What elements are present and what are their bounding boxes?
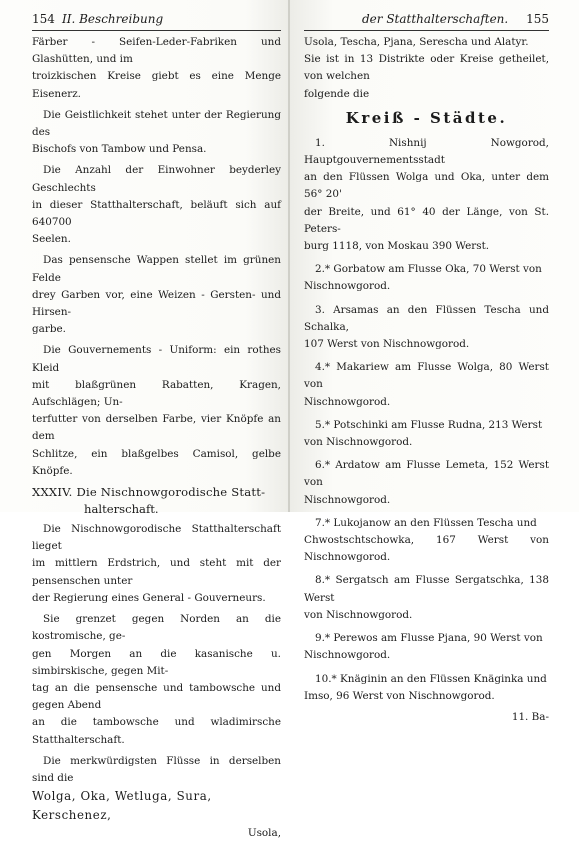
- catchword-left: Usola,: [247, 827, 281, 840]
- text-line: Die merkwürdigsten Flüsse in derselben sind die: [32, 754, 281, 784]
- text-line: an die tambowsche und wladimirsche Statthalterschaft.: [32, 716, 281, 746]
- right-header-rule: [304, 30, 549, 31]
- text-line: Färber - Seifen-Leder-Fabriken und Glashütten, und im: [32, 36, 281, 66]
- text-line: im mittlern Erdstrich, und steht mit der pensenschen unter: [32, 557, 281, 587]
- text-line: drey Garben vor, eine Weizen - Gersten- und Hirsen-: [32, 288, 281, 319]
- left-running-title: II. Beschreibung: [62, 12, 164, 26]
- right-page-number: 155: [526, 12, 549, 26]
- district-entry: [304, 572, 549, 624]
- text-line: Bischofs von Tambow und Pensa.: [32, 143, 207, 156]
- text-line: garbe.: [32, 323, 66, 336]
- text-line: Sie grenzet gegen Norden an die kostromische, ge-: [32, 613, 281, 643]
- text-line: 3. Arsamas an den Flüssen Tescha und Schalka,: [304, 303, 549, 333]
- text-line: 5.* Potschinki am Flusse Rudna, 213 Werst: [315, 418, 543, 431]
- right-running-title: der Statthalterschaften.: [362, 12, 509, 26]
- text-line: 1. Nishnij Nowgorod, Hauptgouvernementsstadt: [304, 136, 549, 167]
- district-entry: [304, 302, 549, 354]
- text-line: Nischnowgorod.: [304, 493, 391, 506]
- text-line: Nischnowgorod.: [304, 280, 391, 293]
- right-header: [304, 10, 549, 30]
- text-line: von Nischnowgorod.: [304, 608, 413, 621]
- section-heading: [32, 484, 281, 518]
- section-title-line: halterschaft.: [84, 502, 159, 517]
- text-line: 8.* Sergatsch am Flusse Sergatschka, 138 Werst: [304, 574, 549, 604]
- left-header-rule: [32, 30, 281, 31]
- text-line: Usola, Tescha, Pjana, Serescha und Alatyr.: [304, 36, 529, 48]
- text-line: terfutter von derselben Farbe, vier Knöpfe an dem: [32, 413, 281, 443]
- district-entry: [304, 457, 549, 509]
- text-line: 10.* Knäginin an den Flüssen Knäginka und: [315, 672, 547, 685]
- text-line: der Breite, und 61° 40 der Länge, von St. Peters-: [304, 205, 549, 235]
- text-line: der Regierung eines General - Gouverneurs.: [32, 591, 266, 604]
- text-line: Schlitze, ein blaßgelbes Camisol, gelbe Knöpfe.: [32, 447, 281, 477]
- text-line: Chwostschtschowka, 167 Werst von Nischnowgorod.: [304, 534, 549, 564]
- text-line: an den Flüssen Wolga und Oka, unter dem 56° 20': [304, 171, 549, 201]
- catchword: 11. Ba-: [511, 710, 549, 723]
- text-line: Die Gouvernements - Uniform: ein rothes Kleid: [32, 344, 281, 374]
- district-town-list: [304, 135, 549, 705]
- text-line: Seelen.: [32, 233, 71, 246]
- district-entry: [304, 417, 549, 451]
- district-entry: [304, 359, 549, 411]
- left-page-number: 154: [32, 12, 55, 26]
- text-line: Sie ist in 13 Distrikte oder Kreise getheilet, von welchen: [304, 53, 549, 83]
- left-body: [32, 34, 281, 480]
- left-body-continued: [32, 521, 281, 787]
- text-line: burg 1118, von Moskau 390 Werst.: [304, 240, 490, 253]
- text-line: Nischnowgorod.: [304, 649, 391, 662]
- text-line: in dieser Statthalterschaft, beläuft sich auf 640700: [32, 198, 281, 229]
- text-line: troizkischen Kreise giebt es eine Menge Eisenerz.: [32, 70, 281, 100]
- section-title-line: XXXIV. Die Nischnowgorodische Statt-: [32, 485, 266, 500]
- text-line: folgende die: [304, 87, 370, 100]
- rivers-line: Wolga, Oka, Wetluga, Sura, Kerschenez,: [32, 789, 212, 823]
- kreiss-staedte-heading: Kreiß - Städte.: [345, 108, 508, 127]
- text-line: 2.* Gorbatow am Flusse Oka, 70 Werst von: [315, 263, 542, 276]
- text-line: Das pensensche Wappen stellet im grünen Felde: [32, 254, 281, 284]
- text-line: Imso, 96 Werst von Nischnowgorod.: [304, 689, 495, 702]
- text-line: gen Morgen an die kasanische u. simbirskische, gegen Mit-: [32, 647, 281, 677]
- right-body: [304, 34, 549, 103]
- left-header: [32, 10, 281, 30]
- text-line: Die Nischnowgorodische Statthalterschaft lieget: [32, 523, 281, 553]
- district-entry: [304, 630, 549, 664]
- district-entry: [304, 515, 549, 567]
- text-line: Die Anzahl der Einwohner beyderley Geschlechts: [32, 164, 281, 194]
- right-page: [290, 0, 579, 723]
- text-line: mit blaßgrünen Rabatten, Kragen, Aufschlägen; Un-: [32, 378, 281, 409]
- text-line: 7.* Lukojanow an den Flüssen Tescha und: [315, 516, 537, 529]
- text-line: Die Geistlichkeit stehet unter der Regierung des: [32, 108, 281, 139]
- district-entry: [304, 671, 549, 705]
- text-line: 6.* Ardatow am Flusse Lemeta, 152 Werst von: [304, 459, 549, 489]
- text-line: 9.* Perewos am Flusse Pjana, 90 Werst von: [315, 632, 543, 645]
- left-page: [0, 0, 289, 840]
- text-line: tag an die pensensche und tambowsche und gegen Abend: [32, 681, 281, 712]
- text-line: 107 Werst von Nischnowgorod.: [304, 338, 470, 351]
- text-line: Nischnowgorod.: [304, 395, 391, 408]
- text-line: von Nischnowgorod.: [304, 436, 413, 449]
- district-entry: [304, 135, 549, 255]
- text-line: 4.* Makariew am Flusse Wolga, 80 Werst von: [304, 361, 549, 391]
- district-entry: [304, 261, 549, 295]
